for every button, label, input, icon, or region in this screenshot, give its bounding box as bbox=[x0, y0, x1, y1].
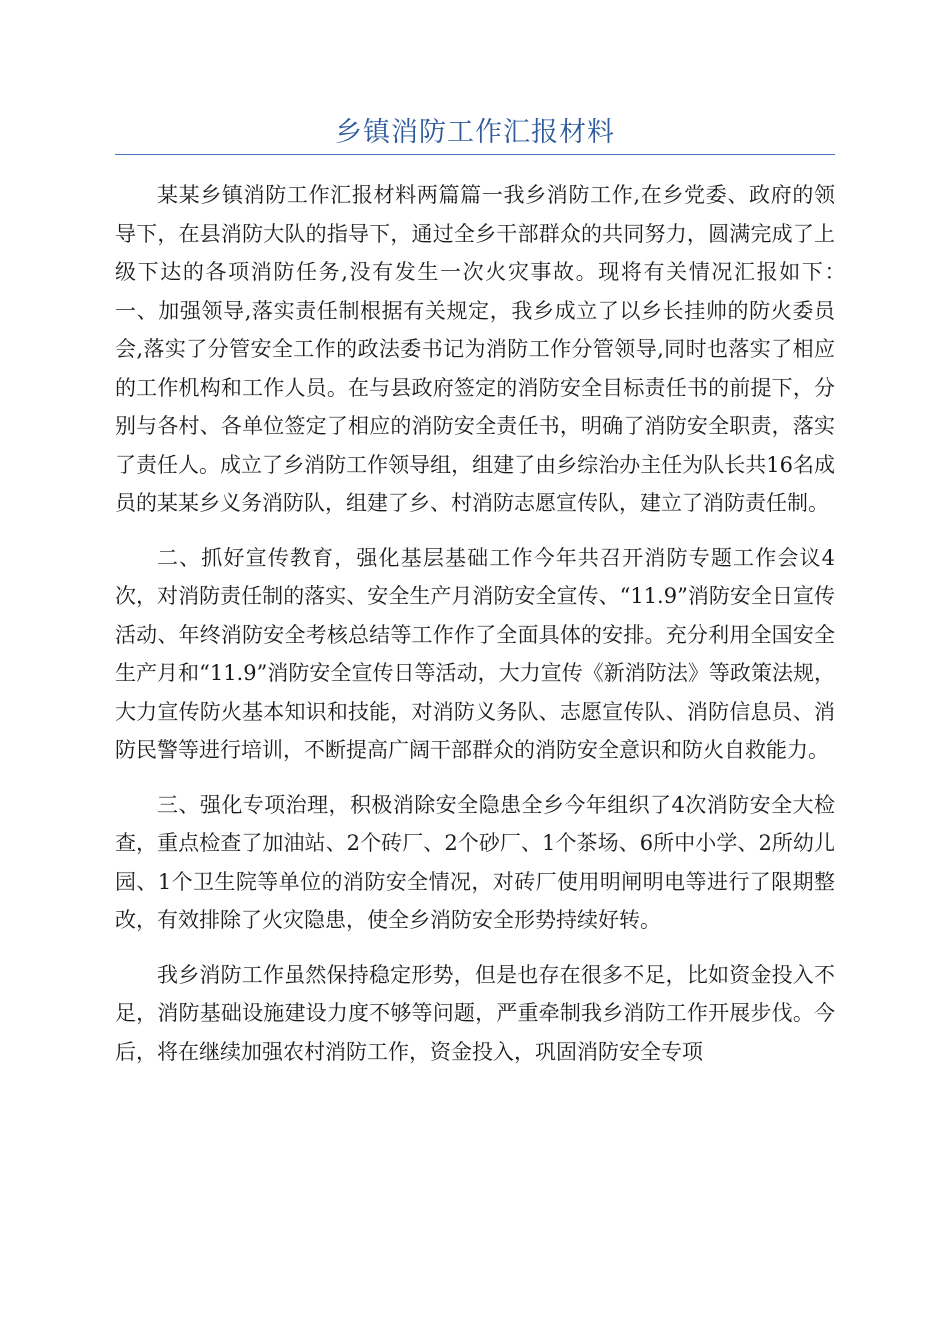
paragraph-2: 二、抓好宣传教育，强化基层基础工作今年共召开消防专题工作会议4次，对消防责任制的落实、安全生产月消防安全宣传、“11.9”消防安全日宣传活动、年终消防安全考核总结等工作作了全面具体的安排。充分利用全国安全生产月和“11.9”消防安全宣传日等活动，大力宣传《新消防法》等政策法规，大力宣传防火基本知识和技能，对消防义务队、志愿宣传队、消防信息员、消防民警等进行培训，不断提高广阔干部群众的消防安全意识和防火自救能力。 bbox=[115, 545, 835, 762]
paragraph-4: 我乡消防工作虽然保持稳定形势，但是也存在很多不足，比如资金投入不足，消防基础设施建设力度不够等问题，严重牵制我乡消防工作开展步伐。今后，将在继续加强农村消防工作，资金投入，巩固消防安全专项 bbox=[115, 962, 835, 1064]
document-body bbox=[115, 176, 877, 1087]
paragraph-1: 某某乡镇消防工作汇报材料两篇篇一我乡消防工作,在乡党委、政府的领导下，在县消防大队的指导下，通过全乡干部群众的共同努力，圆满完成了上级下达的各项消防任务,没有发生一次火灾事故。现将有关情况汇报如下： 一、加强领导,落实责任制根据有关规定，我乡成立了以乡长挂帅的防火委员会,落实了分管安全工作的政法委书记为消防工作分管领导,同时也落实了相应的工作机构和工作人员。在与县政府签定的消防安全目标责任书的前提下，分别与各村、各单位签定了相应的消防安全责任书，明确了消防安全职责，落实了责任人。成立了乡消防工作领导组，组建了由乡综治办主任为队长共16名成员的某某乡义务消防队，组建了乡、村消防志愿宣传队，建立了消防责任制。 bbox=[115, 183, 877, 515]
title-underline bbox=[115, 154, 835, 155]
paragraph-3: 三、强化专项治理，积极消除安全隐患全乡今年组织了4次消防安全大检查，重点检查了加油站、2个砖厂、2个砂厂、1个茶场、6所中小学、2所幼儿园、1个卫生院等单位的消防安全情况，对砖厂使用明闸明电等进行了限期整改，有效排除了火灾隐患，使全乡消防安全形势持续好转。 bbox=[115, 792, 835, 932]
document-title: 乡镇消防工作汇报材料 bbox=[335, 117, 615, 148]
